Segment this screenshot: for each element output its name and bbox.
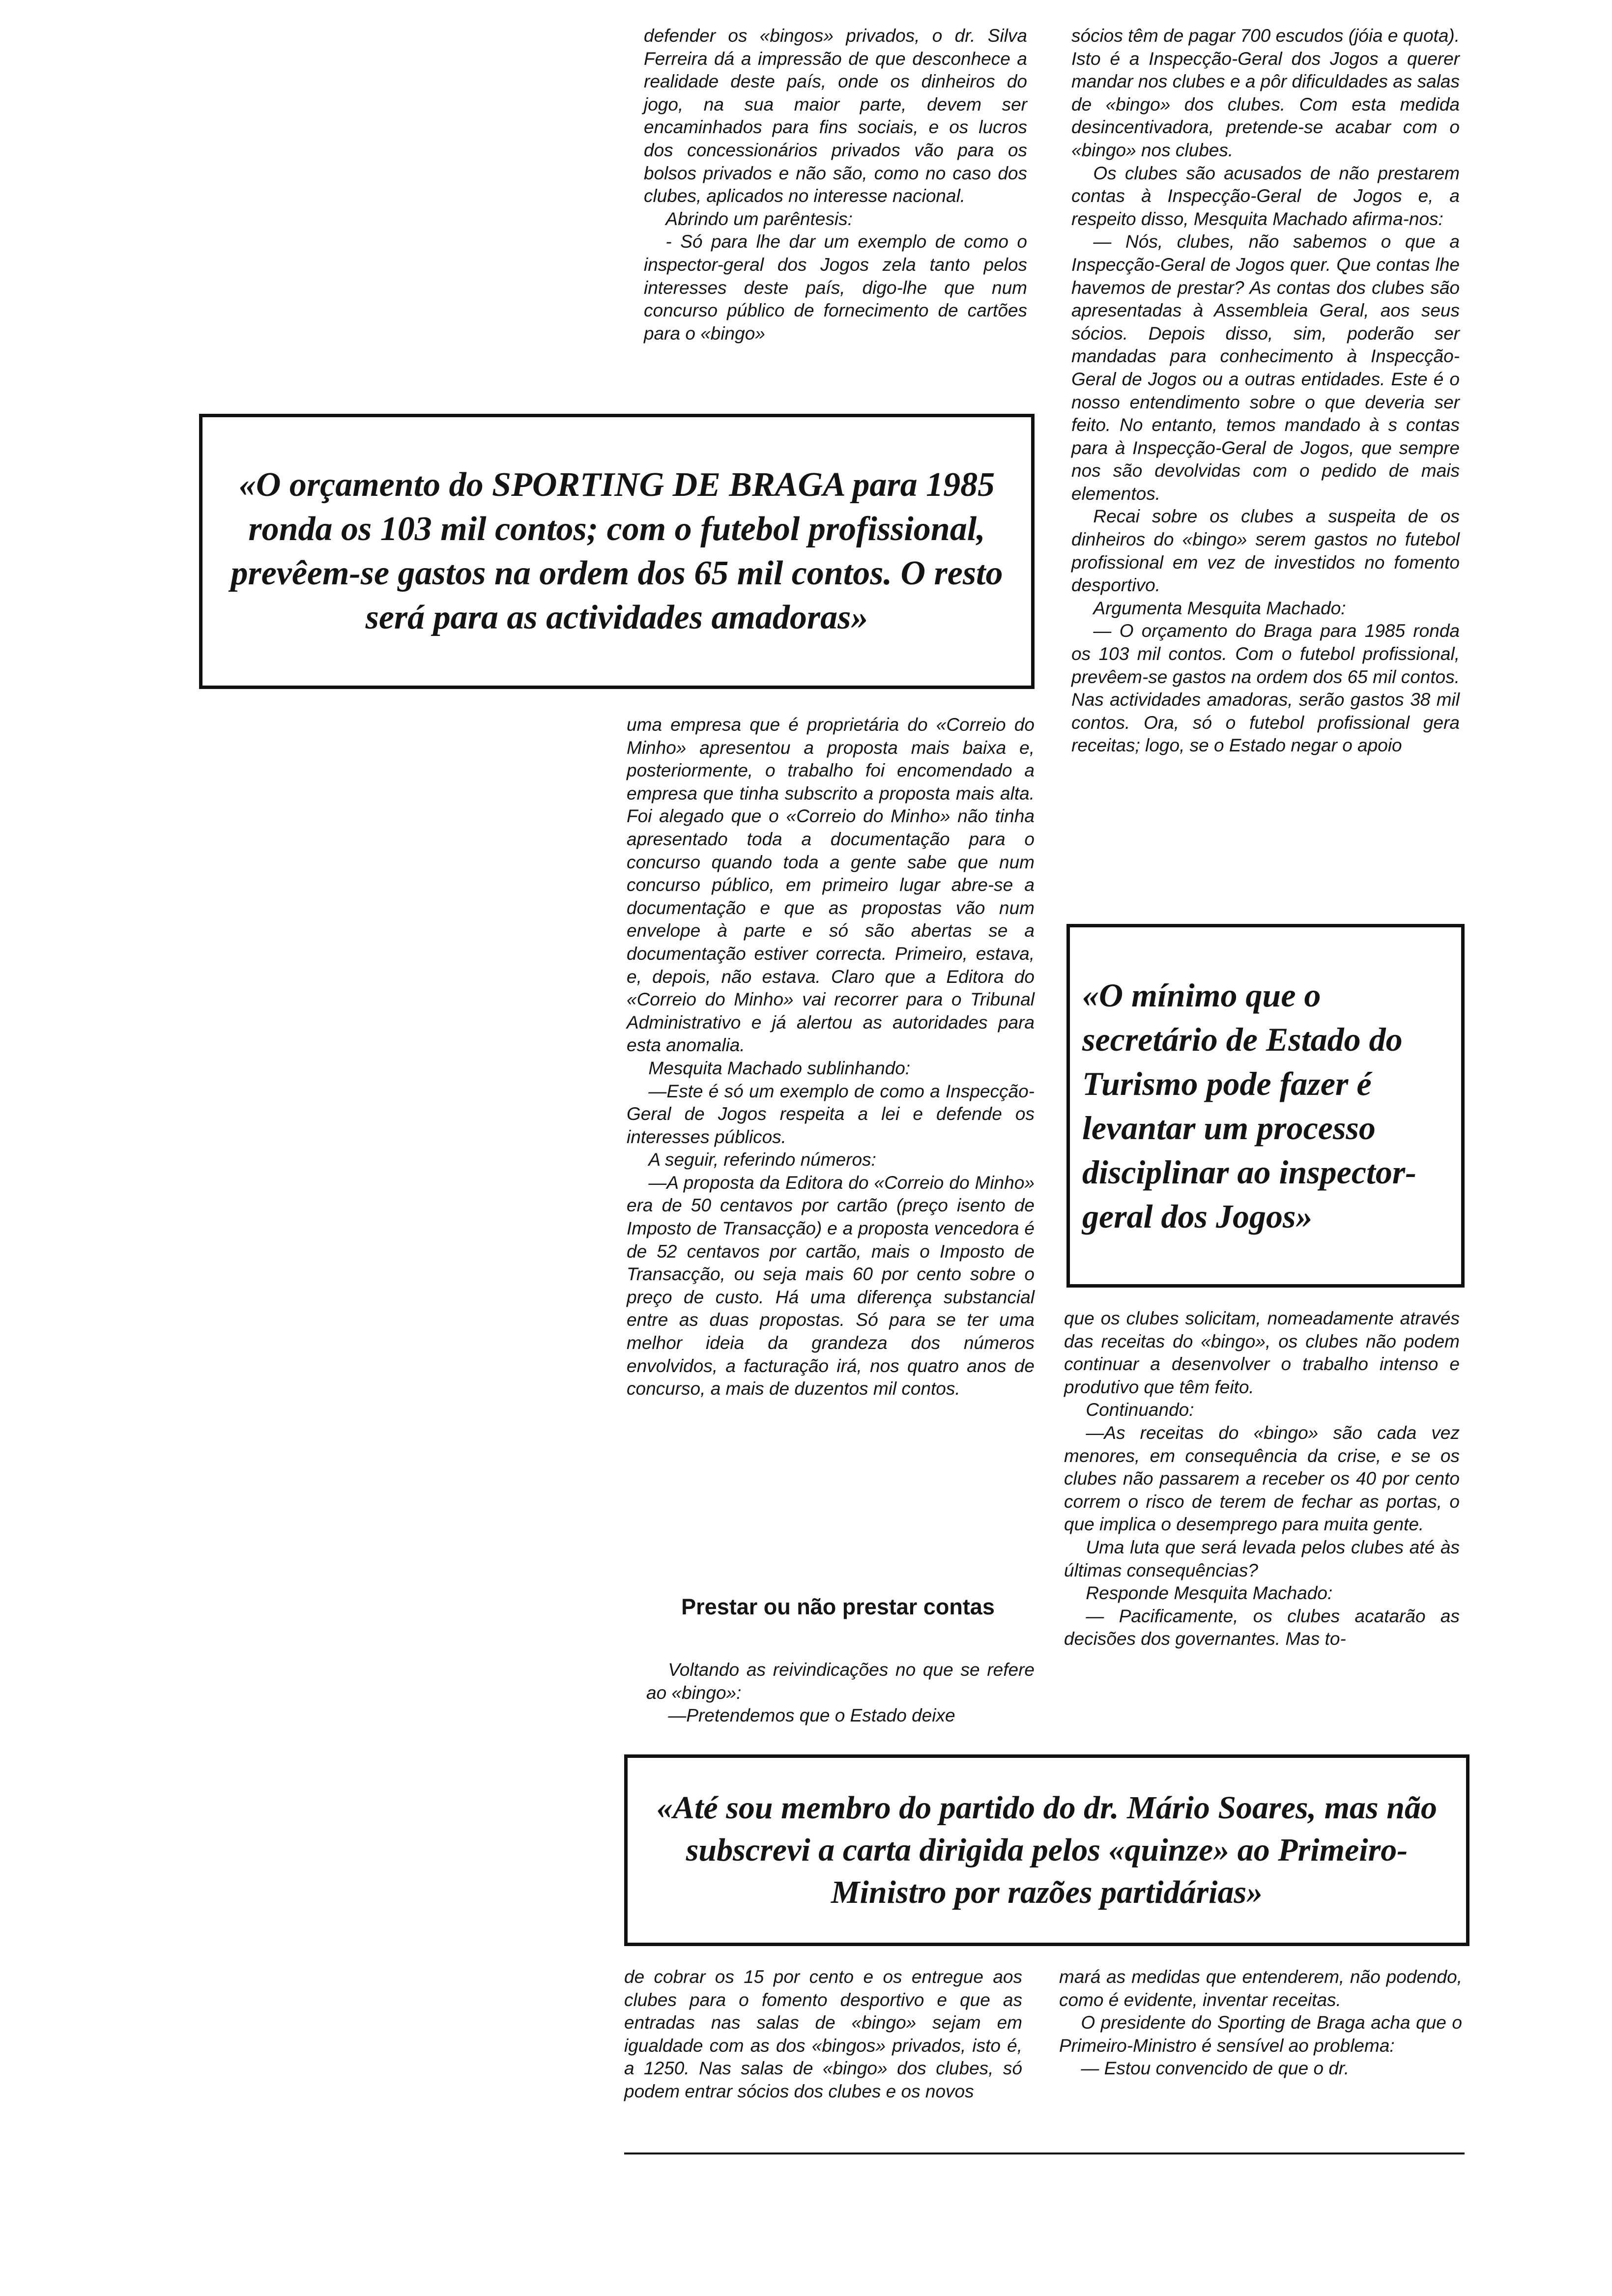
pull-quote-sporting-text: «O orçamento do SPORTING DE BRAGA para 1985 ronda os 103 mil contos; com o futebol profissional, prevêem-se gastos na ordem dos 65 mil contos. O resto será para as actividades amadoras» xyxy=(230,466,1003,636)
paragraph: Responde Mesquita Machado: xyxy=(1086,1583,1333,1604)
paragraph: Uma luta que será levada pelos clubes até às últimas consequências? xyxy=(1064,1537,1460,1580)
paragraph: Voltando as reivindicações no que se refere ao «bingo»: xyxy=(646,1660,1035,1703)
paragraph: —Pretendemos que o Estado deixe xyxy=(668,1705,955,1726)
col1-top xyxy=(644,25,1027,345)
paragraph: O presidente do Sporting de Braga acha que o Primeiro-Ministro é sensível ao problema: xyxy=(1059,2012,1462,2056)
paragraph: Recai sobre os clubes a suspeita de os dinheiros do «bingo» serem gastos no futebol profissional em vez de investidos no fomento desportivo. xyxy=(1071,506,1460,596)
paragraph: de cobrar os 15 por cento e os entregue aos clubes para o fomento desportivo e que as entradas nas salas de «bingo» sejam em igualdade com as dos «bingos» privados, isto é, a 1250. Nas salas de «bingo» dos clubes, só podem entrar sócios dos clubes e os novos xyxy=(624,1967,1022,2101)
subheading: Prestar ou não prestar contas xyxy=(681,1594,995,1619)
col1-after-sub xyxy=(646,1659,1035,1727)
pull-quote-sporting xyxy=(199,414,1035,689)
paragraph: mará as medidas que entenderem, não podendo, como é evidente, inventar receitas. xyxy=(1059,1967,1462,2010)
paragraph: — Nós, clubes, não sabemos o que a Inspecção-Geral de Jogos quer. Que contas lhe havemos de prestar? As contas dos clubes são apresentadas à Assembleia Geral, aos seus sócios. Depois disso, sim, poderão ser mandadas para conhecimento à Inspecção-Geral de Jogos ou a outras entidades. Este é o nosso entendimento sobre o que deveria ser feito. No entanto, temos mandado à s contas para à Inspecção-Geral de Jogos, que sempre nos são devolvidas com o pedido de mais elementos. xyxy=(1071,231,1460,504)
paragraph: uma empresa que é proprietária do «Correio do Minho» apresentou a proposta mais baixa e, posteriormente, o trabalho foi encomendado a empresa que tinha subscrito a proposta mais alta. Foi alegado que o «Correio do Minho» não tinha apresentado toda a documentação para o concurso quando toda a gente sabe que num concurso público, em primeiro lugar abre-se a documentação e que as propostas vão num envelope à parte e só são abertas se a documentação estiver correcta. Primeiro, estava, e, depois, não estava. Claro que a Editora do «Correio do Minho» vai recorrer para o Tribunal Administrativo e já alertou as autoridades para esta anomalia. xyxy=(627,715,1035,1056)
col2-mid xyxy=(1064,1307,1460,1651)
paragraph: sócios têm de pagar 700 escudos (jóia e quota). Isto é a Inspecção-Geral dos Jogos a querer mandar nos clubes e a pôr dificuldades as salas de «bingo» dos clubes. Com esta medida desincentivadora, pretende-se acabar com o «bingo» nos clubes. xyxy=(1071,26,1460,160)
paragraph: Argumenta Mesquita Machado: xyxy=(1093,598,1346,618)
pull-quote-secretario xyxy=(1066,924,1465,1288)
paragraph: - Só para lhe dar um exemplo de como o inspector-geral dos Jogos zela tanto pelos interesses deste país, digo-lhe que num concurso público de fornecimento de cartões para o «bingo» xyxy=(644,231,1027,344)
paragraph: — O orçamento do Braga para 1985 ronda os 103 mil contos. Com o futebol profissional, prevêem-se gastos na ordem dos 65 mil contos. Nas actividades amadoras, serão gastos 38 mil contos. Ora, só o futebol profissional gera receitas; logo, se o Estado negar o apoio xyxy=(1071,621,1460,756)
pull-quote-secretario-text: «O mínimo que o secretário de Estado do Turismo pode fazer é levantar um processo disciplinar ao inspector-geral dos Jogos» xyxy=(1082,976,1417,1235)
col1-bottom xyxy=(624,1966,1022,2103)
paragraph: Abrindo um parêntesis: xyxy=(665,208,853,229)
paragraph: que os clubes solicitam, nomeadamente através das receitas do «bingo», os clubes não podem continuar a desenvolver o trabalho intenso e produtivo que têm feito. xyxy=(1064,1308,1460,1397)
paragraph: —Este é só um exemplo de como a Inspecção-Geral de Jogos respeita a lei e defende os interesses públicos. xyxy=(627,1081,1035,1147)
paragraph: Continuando: xyxy=(1086,1400,1194,1420)
paragraph: Mesquita Machado sublinhando: xyxy=(648,1058,911,1078)
paragraph: —As receitas do «bingo» são cada vez menores, em consequência da crise, e se os clubes não passarem a receber os 40 por cento correm o risco de terem de fechar as portas, o que implica o desemprego para muita gente. xyxy=(1064,1422,1460,1535)
bottom-rule xyxy=(624,2152,1465,2154)
col2-top xyxy=(1071,25,1460,757)
paragraph: A seguir, referindo números: xyxy=(648,1149,876,1170)
paragraph: — Pacificamente, os clubes acatarão as decisões dos governantes. Mas to- xyxy=(1064,1606,1460,1649)
paragraph: defender os «bingos» privados, o dr. Silva Ferreira dá a impressão de que desconhece a realidade deste país, onde os dinheiros do jogo, na sua maior parte, devem ser encaminhados para fins sociais, e os lucros dos concessionários privados vão para os bolsos privados e não são, como no caso dos clubes, aplicados no interesse nacional. xyxy=(644,26,1027,206)
col1-mid xyxy=(627,714,1035,1401)
paragraph: — Estou convencido de que o dr. xyxy=(1081,2058,1350,2079)
col2-bottom xyxy=(1059,1966,1462,2080)
paragraph: Os clubes são acusados de não prestarem contas à Inspecção-Geral de Jogos e, a respeito disso, Mesquita Machado afirma-nos: xyxy=(1071,163,1460,229)
pull-quote-mario-soares xyxy=(624,1754,1469,1946)
paragraph: —A proposta da Editora do «Correio do Minho» era de 50 centavos por cartão (preço isento de Imposto de Transacção) e a proposta vencedora é de 52 centavos por cartão, mais o Imposto de Transacção, ou seja mais 60 por cento sobre o preço de custo. Há uma diferença substancial entre as duas propostas. Só para se ter uma melhor ideia da grandeza dos números envolvidos, a facturação irá, nos quatro anos de concurso, a mais de duzentos mil contos. xyxy=(627,1172,1035,1399)
pull-quote-mario-soares-text: «Até sou membro do partido do dr. Mário Soares, mas não subscrevi a carta dirigida pelos «quinze» ao Primeiro-Ministro por razões partidárias» xyxy=(657,1790,1437,1910)
